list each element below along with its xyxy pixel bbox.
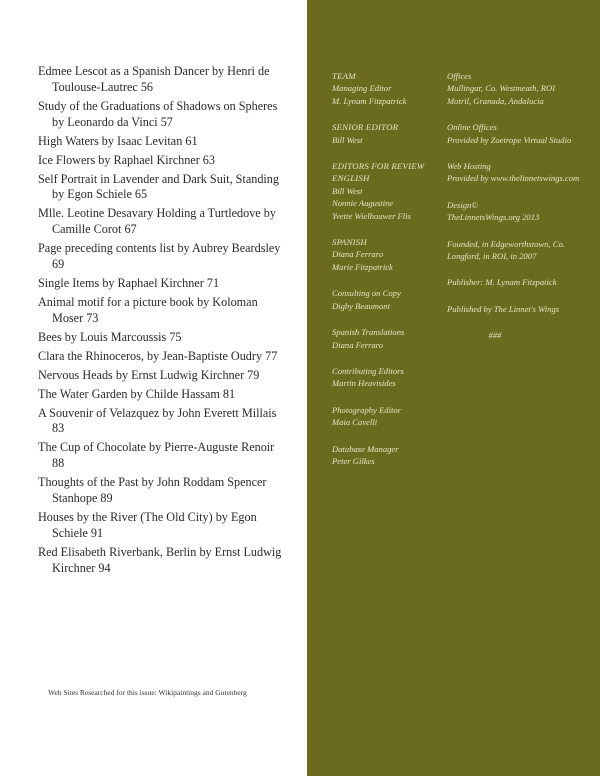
online-offices-group (447, 121, 597, 146)
contents-entry-line: Red Elisabeth Riverbank, Berlin by Ernst Ludwig (38, 544, 282, 559)
contents-entry-line: Schiele 91 (52, 525, 104, 540)
contents-entry-line: Single Items by Raphael Kirchner 71 (38, 275, 220, 290)
contributing-label: Contributing Editors (332, 365, 404, 376)
translations-group (332, 326, 438, 351)
contributing-name: Martin Heavisides (332, 378, 396, 389)
database-label: Database Manager (332, 443, 399, 454)
hosting-group (447, 160, 597, 185)
database-name: Peter Gilkes (332, 455, 375, 466)
review-editors-heading: EDITORS FOR REVIEW ENGLISH (332, 161, 425, 184)
staff-column (332, 70, 438, 481)
photo-group (332, 404, 438, 429)
founded-text: Founded, in Edgeworthstown, Co. Longford, in ROI, in 2007 (447, 238, 565, 262)
design-group (447, 199, 597, 224)
design-credit: TheLinnetsWings.org 2013 (447, 212, 540, 223)
photo-label: Photography Editor (332, 404, 401, 415)
contents-entry (38, 241, 300, 273)
senior-editor-name: Bill West (332, 134, 363, 145)
contents-entry-line: Kirchner 94 (52, 560, 111, 575)
design-heading: Design© (447, 199, 478, 210)
contents-entry-line: 88 (52, 456, 65, 471)
contents-entry-line: Page preceding contents list by Aubrey Beardsley (38, 241, 281, 256)
managing-editor-name: M. Lynam Fitzpatrick (332, 95, 407, 106)
spanish-group (332, 236, 438, 273)
sources-note: Web Sites Researched for this issue: Wikipaintings and Gutenberg (48, 688, 247, 697)
contents-entry (38, 475, 300, 507)
senior-editor-group (332, 121, 438, 146)
review-editors-group (332, 160, 438, 222)
copy-group (332, 287, 438, 312)
review-editor-name: Yvette Wielhouwer Flis (332, 210, 411, 221)
spanish-heading: SPANISH (332, 237, 367, 248)
contents-list (38, 64, 300, 579)
contents-entry (38, 64, 300, 96)
contents-entry-line: The Cup of Chocolate by Pierre-Auguste Renoir (38, 440, 275, 455)
contents-entry (38, 545, 300, 577)
contents-entry-line: by Leonardo da Vinci 57 (52, 114, 173, 129)
hosting-provider: Provided by www.thelinnetswings.com (447, 173, 580, 184)
offices-group (447, 70, 597, 107)
contributing-group (332, 365, 438, 390)
spanish-editor-name: Marie Fitzpatrick (332, 261, 393, 272)
contents-entry-line: The Water Garden by Childe Hassam 81 (38, 386, 236, 401)
spanish-editor-name: Diana Ferraro (332, 249, 384, 260)
review-editor-name: Bill West (332, 185, 363, 196)
offices-heading: Offices (447, 71, 472, 81)
founded-group (447, 238, 597, 263)
online-offices-heading: Online Offices (447, 122, 497, 133)
photo-name: Maia Cavelli (332, 417, 378, 428)
contents-entry-line: Camille Corot 67 (52, 222, 137, 237)
copy-name: Digby Beaumont (332, 300, 390, 311)
office-location: Mullingar, Co. Westmeath, ROI (447, 83, 556, 94)
contents-entry-line: by Egon Schiele 65 (52, 187, 148, 202)
contents-entry (38, 206, 300, 238)
contents-entry-line: Nervous Heads by Ernst Ludwig Kirchner 79 (38, 367, 260, 382)
contents-entry (38, 368, 300, 384)
contents-entry (38, 406, 300, 438)
published-group (447, 303, 597, 315)
database-group (332, 443, 438, 468)
translations-label: Spanish Translations (332, 327, 405, 338)
contents-entry-line: Stanhope 89 (52, 490, 113, 505)
contents-entry-line: Edmee Lescot as a Spanish Dancer by Henri de (38, 64, 270, 78)
contents-entry-line: 69 (52, 256, 65, 271)
end-mark: ### (488, 330, 502, 341)
contents-entry-line: Houses by the River (The Old City) by Egon (38, 509, 257, 524)
contents-entry-line: Bees by Louis Marcoussis 75 (38, 329, 182, 344)
contents-entry (38, 153, 300, 169)
contents-entry-line: Study of the Graduations of Shadows on Spheres (38, 98, 278, 113)
contents-entry-line: Ice Flowers by Raphael Kirchner 63 (38, 152, 215, 167)
contents-entry (38, 99, 300, 131)
contents-entry-line: Animal motif for a picture book by Koloman (38, 294, 258, 309)
senior-editor-heading: SENIOR EDITOR (332, 122, 399, 133)
contents-entry-line: High Waters by Isaac Levitan 61 (38, 133, 198, 148)
published-text: Published by The Linnet's Wings (447, 303, 560, 314)
contents-entry-line: Self Portrait in Lavender and Dark Suit, Standing (38, 171, 279, 186)
contents-entry-line: 83 (52, 421, 65, 436)
contents-entry (38, 134, 300, 150)
team-heading: TEAM (332, 71, 356, 81)
publisher-group (447, 276, 597, 288)
contents-entry-line: Toulouse-Lautrec 56 (52, 79, 154, 94)
online-offices-provider: Provided by Zoetrope Virtual Studio (447, 134, 572, 145)
contents-entry (38, 295, 300, 327)
contents-entry-line: Clara the Rhinoceros, by Jean-Baptiste Oudry 77 (38, 348, 278, 363)
translations-name: Diana Ferraro (332, 339, 384, 350)
office-location: Motril, Granada, Andalucia (447, 95, 544, 106)
contents-entry-line: A Souvenir of Velazquez by John Everett Millais (38, 405, 277, 420)
contents-entry-line: Thoughts of the Past by John Roddam Spencer (38, 475, 267, 490)
contents-entry (38, 276, 300, 292)
contents-entry (38, 330, 300, 346)
contents-entry (38, 172, 300, 204)
contents-entry-line: Moser 73 (52, 310, 99, 325)
masthead-panel (307, 0, 600, 776)
team-group (332, 70, 438, 107)
managing-editor-label: Managing Editor (332, 83, 392, 94)
review-editor-name: Nonnie Augustine (332, 198, 394, 209)
publisher-text: Publisher: M. Lynam Fitzpatick (447, 277, 557, 288)
contents-entry (38, 440, 300, 472)
info-column (447, 70, 597, 342)
hosting-heading: Web Hosting (447, 161, 491, 172)
copy-label: Consulting on Copy (332, 288, 401, 299)
contents-entry (38, 510, 300, 542)
contents-entry-line: Mlle. Leotine Desavary Holding a Turtledove by (38, 206, 276, 221)
contents-entry (38, 387, 300, 403)
contents-entry (38, 349, 300, 365)
